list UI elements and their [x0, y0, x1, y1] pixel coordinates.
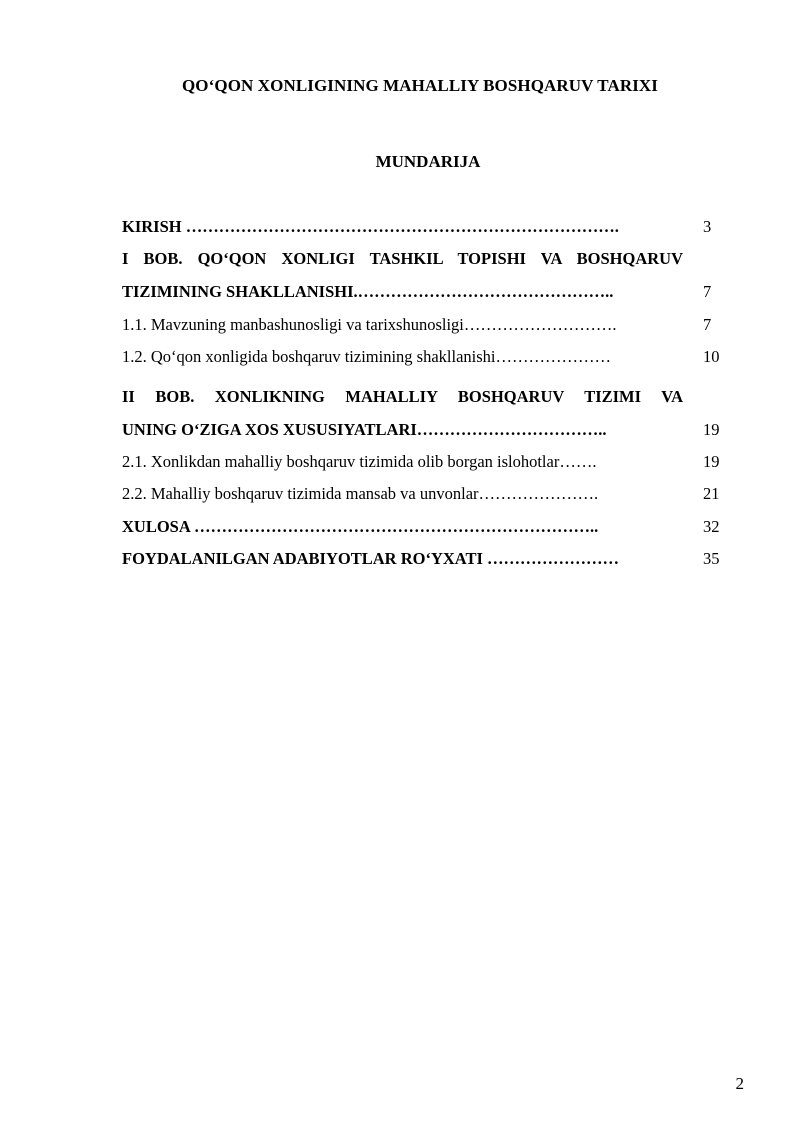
toc-entry-text: FOYDALANILGAN ADABIYOTLAR RO‘YXATI …………………… [122, 549, 620, 568]
toc-entry-page: 21 [703, 484, 720, 503]
toc-heading: MUNDARIJA [375, 152, 481, 171]
toc-entry-text: 2.1. Xonlikdan mahalliy boshqaruv tizimida olib borgan islohotlar……. [122, 452, 597, 471]
toc-entry-page: 19 [703, 452, 720, 471]
page-number: 2 [735, 1074, 744, 1093]
toc-entry-text: TIZIMINING SHAKLLANISHI.……………………………………….. [122, 282, 614, 301]
toc-entry-page: 32 [703, 517, 720, 536]
toc-entry-page: 19 [703, 420, 720, 439]
document-title: QO‘QON XONLIGINING MAHALLIY BOSHQARUV TARIXI [181, 76, 659, 95]
toc-entry-page: 3 [703, 217, 712, 236]
toc-entry-section-1-1[interactable] [122, 314, 722, 336]
toc-entry-chapter-2-line-1[interactable] [122, 386, 722, 408]
toc-entry-page: 7 [703, 315, 712, 334]
toc-entry-text: 1.1. Mavzuning manbashunosligi va tarixshunosligi………………………. [122, 315, 617, 334]
toc-entry-text: 2.2. Mahalliy boshqaruv tizimida mansab va unvonlar…………………. [122, 484, 599, 503]
toc-entry-introduction[interactable] [122, 216, 722, 238]
toc-entry-text: KIRISH ……………………………………………………………………. [122, 217, 619, 236]
toc-entry-page: 7 [703, 282, 712, 301]
toc-entry-text: II BOB. XONLIKNING MAHALLIY BOSHQARUV TIZIMI VA [122, 387, 683, 406]
toc-entry-conclusion[interactable] [122, 516, 722, 538]
toc-entry-text: I BOB. QO‘QON XONLIGI TASHKIL TOPISHI VA BOSHQARUV [122, 249, 683, 268]
toc-entry-chapter-2-line-2[interactable] [122, 419, 722, 441]
toc-entry-section-2-2[interactable] [122, 483, 722, 505]
toc-entry-chapter-1-line-1[interactable] [122, 248, 722, 270]
toc-entry-page: 10 [703, 347, 720, 366]
toc-entry-chapter-1-line-2[interactable] [122, 281, 722, 303]
toc-entry-section-2-1[interactable] [122, 451, 722, 473]
toc-entry-section-1-2[interactable] [122, 346, 722, 368]
toc-entry-text: 1.2. Qo‘qon xonligida boshqaruv tizimining shakllanishi………………… [122, 347, 612, 366]
toc-entry-page: 35 [703, 549, 720, 568]
toc-entry-text: UNING O‘ZIGA XOS XUSUSIYATLARI…………………………….. [122, 420, 607, 439]
toc-entry-references[interactable] [122, 548, 722, 570]
toc-entry-text: XULOSA ……………………………………………………………….. [122, 517, 599, 536]
